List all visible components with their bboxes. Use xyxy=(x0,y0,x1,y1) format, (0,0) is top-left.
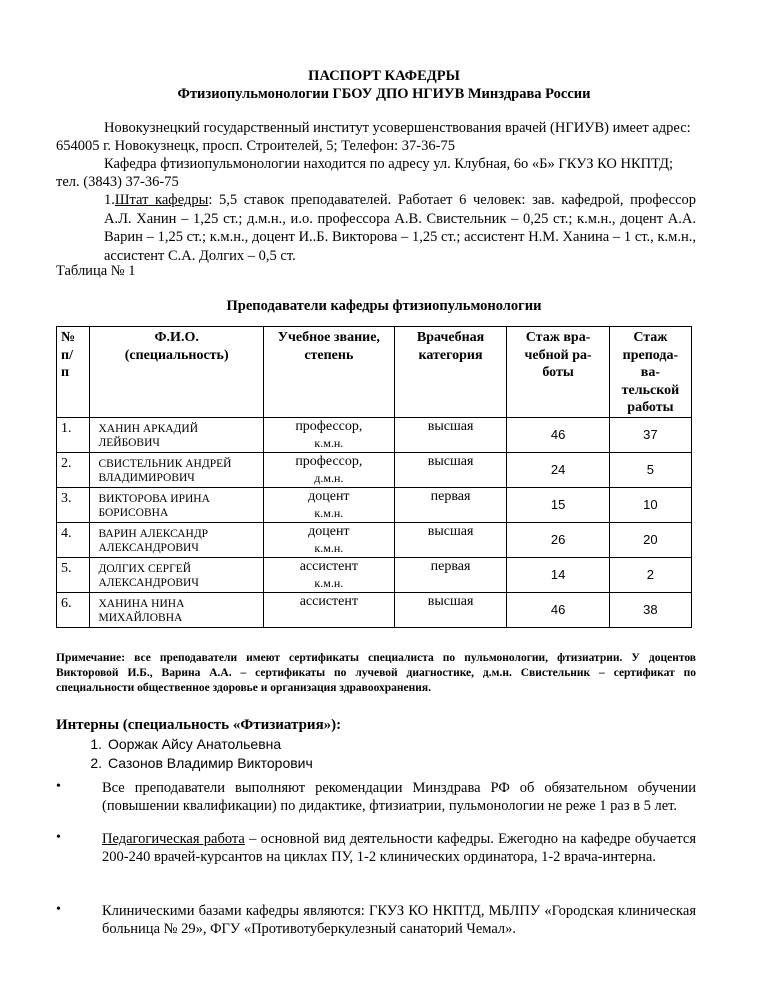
bullet-item-clinical-bases xyxy=(56,902,696,938)
bullet-icon: • xyxy=(56,902,61,917)
intern-name: Сазонов Владимир Викторович xyxy=(108,755,313,771)
staff-prefix: 1. xyxy=(104,192,115,208)
cell-name: ВИКТОРОВА ИРИНА БОРИСОВНА xyxy=(90,487,263,522)
table-note: Примечание: все преподаватели имеют сертификаты специалиста по пульмонологии, фтизиатрии. У доцентов Викторовой И.Б., Варина А.А. – сертификаты по лучевой диагностике, д.м.н. Свистельник – сертификат по специальности общественное здоровье и организация здравоохранения. xyxy=(56,652,696,694)
cell-exp-teaching: 38 xyxy=(609,592,691,627)
rank-text: профессор, xyxy=(295,453,363,469)
cell-exp-medical: 46 xyxy=(507,417,609,452)
cell-rank xyxy=(263,487,394,522)
cell-category: первая xyxy=(394,487,507,522)
bullet-text: Клиническими базами кафедры являются: ГКУЗ КО НКПТД, МБЛПУ «Городская клиническая больница № 29», ФГУ «Противотуберкулезный санаторий Чемал». xyxy=(102,903,696,937)
degree-text: д.м.н. xyxy=(314,470,344,485)
header-exp-teaching: Стаж препода- ва- тельской работы xyxy=(609,327,691,418)
cell-exp-medical: 14 xyxy=(507,557,609,592)
intro-paragraph-address: Новокузнецкий государственный институт усовершенствования врачей (НГИУВ) имеет адрес: 654005 г. Новокузнецк, просп. Строителей, 5; Телефон: 37-36-75 xyxy=(56,120,691,154)
table-row xyxy=(57,522,692,557)
list-number: 2. xyxy=(90,755,102,771)
table-row xyxy=(57,417,692,452)
cell-exp-medical: 26 xyxy=(507,522,609,557)
cell-exp-teaching: 20 xyxy=(609,522,691,557)
list-number: 1. xyxy=(90,736,102,752)
bullet-label: Педагогическая работа xyxy=(102,831,245,847)
cell-category: высшая xyxy=(394,452,507,487)
list-item xyxy=(76,735,313,754)
intern-name: Ооржак Айсу Анатольевна xyxy=(108,736,282,752)
bullet-text xyxy=(102,830,696,866)
cell-rank xyxy=(263,592,394,627)
rank-text: ассистент xyxy=(299,593,358,609)
cell-rank xyxy=(263,557,394,592)
cell-exp-teaching: 37 xyxy=(609,417,691,452)
table-row xyxy=(57,452,692,487)
rank-text: доцент xyxy=(308,523,350,539)
cell-rank xyxy=(263,452,394,487)
document-title: ПАСПОРТ КАФЕДРЫ xyxy=(308,68,460,84)
rank-text: ассистент xyxy=(299,558,358,574)
bullet-icon: • xyxy=(56,830,61,845)
staff-label: Штат кафедры xyxy=(114,192,209,208)
table-row xyxy=(57,487,692,522)
intro-paragraph-location: Кафедра фтизиопульмонологии находится по адресу ул. Клубная, 6о «Б» ГКУЗ КО НКПТД; тел. (3843) 37-36-75 xyxy=(56,156,673,190)
list-item xyxy=(76,754,313,773)
staff-paragraph xyxy=(104,191,696,265)
interns-heading: Интерны (специальность «Фтизиатрия»): xyxy=(56,717,342,733)
cell-name: ДОЛГИХ СЕРГЕЙ АЛЕКСАНДРОВИЧ xyxy=(90,557,263,592)
bullet-text: Все преподаватели выполняют рекомендации Минздрава РФ об обязательном обучении (повышении квалификации) по дидактике, фтизиатрии, пульмонологии не реже 1 раз в 5 лет. xyxy=(102,780,696,814)
cell-num: 4. xyxy=(57,522,90,557)
cell-rank xyxy=(263,417,394,452)
cell-num: 1. xyxy=(57,417,90,452)
header-name: Ф.И.О. (специальность) xyxy=(90,327,263,418)
cell-name: ХАНИН АРКАДИЙ ЛЕЙБОВИЧ xyxy=(90,417,263,452)
table-label: Таблица № 1 xyxy=(56,263,136,279)
rank-text: профессор, xyxy=(295,418,363,434)
cell-num: 3. xyxy=(57,487,90,522)
cell-exp-medical: 15 xyxy=(507,487,609,522)
cell-category: первая xyxy=(394,557,507,592)
cell-category: высшая xyxy=(394,592,507,627)
cell-rank xyxy=(263,522,394,557)
table-row xyxy=(57,557,692,592)
bullet-icon: • xyxy=(56,779,61,794)
header-category: Врачебная категория xyxy=(394,327,507,418)
degree-text: к.м.н. xyxy=(314,505,344,520)
table-title: Преподаватели кафедры фтизиопульмонологии xyxy=(226,298,542,314)
cell-exp-teaching: 5 xyxy=(609,452,691,487)
bullet-item-teaching xyxy=(56,830,696,866)
cell-num: 6. xyxy=(57,592,90,627)
interns-list xyxy=(76,735,313,773)
cell-exp-teaching: 2 xyxy=(609,557,691,592)
degree-text: к.м.н. xyxy=(314,435,344,450)
header-rank: Учебное звание, степень xyxy=(263,327,394,418)
cell-exp-teaching: 10 xyxy=(609,487,691,522)
bullet-body: – основной вид деятельности кафедры. Ежегодно на кафедре обучается 200-240 врачей-курсантов на циклах ПУ, 1-2 клинических ординатора, 1-2 врача-интерна. xyxy=(102,831,696,865)
rank-text: доцент xyxy=(308,488,350,504)
degree-text: к.м.н. xyxy=(314,540,344,555)
cell-name: СВИСТЕЛЬНИК АНДРЕЙ ВЛАДИМИРОВИЧ xyxy=(90,452,263,487)
staff-text: : 5,5 ставок преподавателей. Работает 6 человек: зав. кафедрой, профессор А.Л. Ханин – 1,25 ст.; д.м.н., и.о. профессора А.В. Свистельник – 0,25 ст.; к.м.н., доцент А.А. Варин – 1,25 ст.; к.м.н., доцент И..Б. Викторова – 1,25 ст.; ассистент Н.М. Ханина – 1 ст., к.м.н., ассистент С.А. Долгих – 0,5 ст. xyxy=(104,192,697,264)
bullet-item-training xyxy=(56,779,696,815)
header-exp-medical: Стаж вра- чебной ра- боты xyxy=(507,327,609,418)
cell-num: 2. xyxy=(57,452,90,487)
table-row xyxy=(57,592,692,627)
document-subtitle: Фтизиопульмонологии ГБОУ ДПО НГИУВ Минздрава России xyxy=(177,86,591,102)
header-num: № п/ п xyxy=(57,327,90,418)
cell-name: ХАНИНА НИНА МИХАЙЛОВНА xyxy=(90,592,263,627)
cell-num: 5. xyxy=(57,557,90,592)
cell-category: высшая xyxy=(394,417,507,452)
cell-exp-medical: 46 xyxy=(507,592,609,627)
cell-category: высшая xyxy=(394,522,507,557)
cell-name: ВАРИН АЛЕКСАНДР АЛЕКСАНДРОВИЧ xyxy=(90,522,263,557)
cell-exp-medical: 24 xyxy=(507,452,609,487)
teachers-table xyxy=(56,326,692,628)
degree-text: к.м.н. xyxy=(314,575,344,590)
